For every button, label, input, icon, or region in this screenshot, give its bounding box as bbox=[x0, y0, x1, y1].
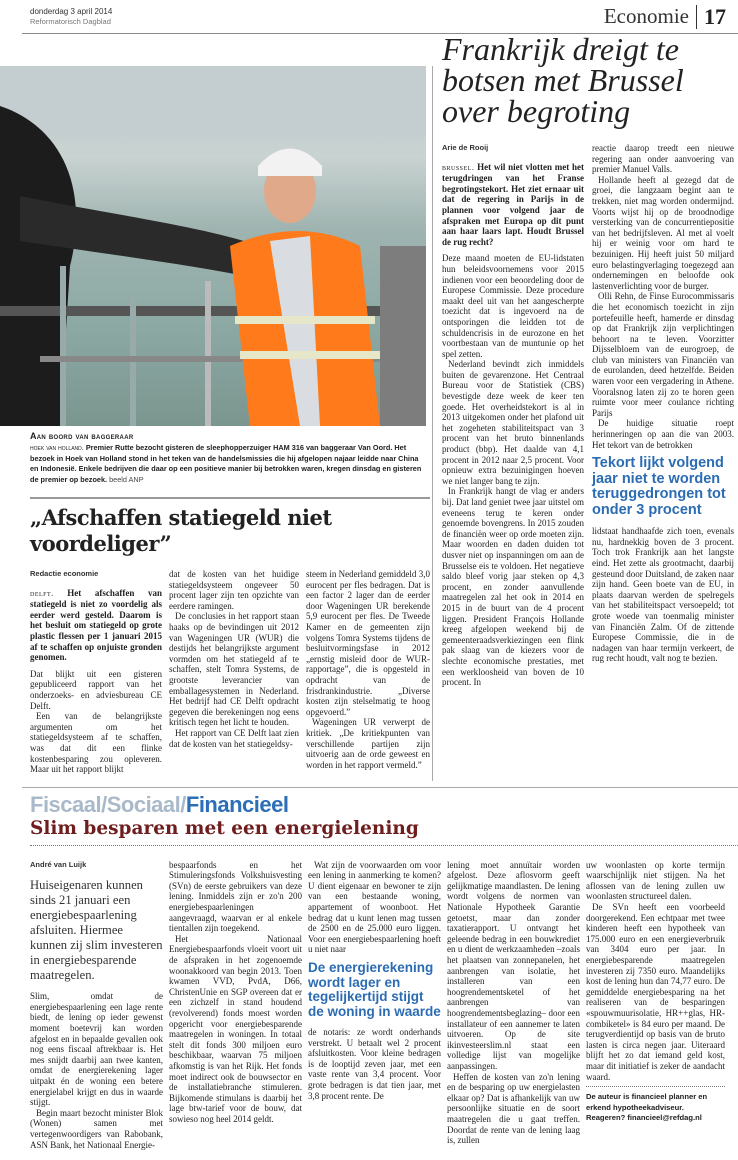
fiscaal-column-3 bbox=[308, 860, 441, 1102]
fiscaal-columns bbox=[30, 860, 738, 1151]
article-lead bbox=[30, 588, 162, 663]
paragraph: Het Nationaal Energiebespaarfonds vloeit voort uit de afspraken in het zogenoemde woonakkoord van begin 2013. Toen kwamen VVD, PvdA, D66, ChristenUnie en SGP overeen dat er een zichzelf in stand houdend (revolverend) fonds moest worden opgericht voor energiebesparende maatregelen in woningen. In totaal stelt dit fonds 300 miljoen euro beschikbaar, waarvan 75 miljoen afkomstig is van het Rijk. Het fonds moet indirect ook de bouwsector en de installatiebranche stimuleren. Bijkomende stimulans is daarbij het lage btw-tarief voor de bouw, dat sowieso nog heel 2014 geldt. bbox=[169, 933, 302, 1124]
paragraph: Begin maart bezocht minister Blok (Wonen) samen met vertegenwoordigers van Rabobank, ASN Bank, het Nationaal Energie- bbox=[30, 1107, 163, 1150]
paragraph: Dat blijkt uit een gisteren gepubliceerd rapport van het onderzoeks- en adviesbureau CE Delft. bbox=[30, 668, 162, 711]
statiegeld-column-3 bbox=[306, 569, 430, 770]
paragraph: lidstaat handhaafde zich toen, evenals nu, hardnekkig boven de 3 procent. Toch trok Frankrijk aan het langste eind. Het zette als grootmacht, daarbij gesteund door Duitsland, de zaken naar zijn hand. Geen boete van de EU, in plaats daarvan werden de spelregels van het stabiliteitspact versoepeld; tot grote woede van toenmalig minister van Financiën Zalm. Of de zittende Europese Commissie, die in de nadagen van haar termijn verkeert, de rug recht houdt, valt nog te bezien. bbox=[592, 526, 734, 664]
dotted-rule bbox=[30, 845, 738, 846]
article-headline-energielening: Slim besparen met een energielening bbox=[30, 817, 419, 839]
photo-credit: beeld ANP bbox=[109, 474, 144, 484]
fiscaal-section bbox=[22, 787, 738, 1160]
paragraph: dat de kosten van het huidige statiegeldsysteem ongeveer 50 procent lager zijn ten opzichte van eerdere ramingen. bbox=[169, 569, 299, 611]
article-lead: Huiseigenaren kunnen sinds 21 januari een energiebespaarlening afsluiten. Hiermee kunnen zij slim investeren in energiebesparende maatregelen. bbox=[30, 878, 163, 983]
news-photo-rutte-on-dredger bbox=[0, 66, 426, 426]
paragraph: Wat zijn de voorwaarden om voor een lening in aanmerking te komen? U dient eigenaar en bewoner te zijn van een bestaande woning, appartement of woonboot. Het bedrag dat u kunt lenen mag tussen de 2500 en de 25.000 euro liggen. Voor een energiebespaarlening hoeft u niet naar bbox=[308, 859, 441, 955]
paragraph: Heffen de kosten van zo'n lening en de besparing op uw energielasten elkaar op? Dat is afhankelijk van uw persoonlijke situatie en de soort maatregelen die u gaat treffen. Doordat de rente van de lening laag is, zullen bbox=[447, 1071, 580, 1146]
article-headline-statiegeld: „Afschaffen statiegeld niet voordeliger” bbox=[30, 505, 332, 556]
dateline: delft. bbox=[30, 588, 54, 598]
dateline: brussel. bbox=[442, 162, 475, 172]
paragraph: de notaris: ze wordt onderhands verstrekt. U betaalt wel 2 procent afsluitkosten. Voor kleine bedragen is de looptijd zeven jaar, met een vaste rente van 3,4 procent. Voor grote bedragen is dat tien jaar, met 3,8 procent rente. De bbox=[308, 1027, 441, 1101]
top-area bbox=[0, 31, 738, 781]
paragraph: bespaarfonds en het Stimuleringsfonds Volkshuisvesting (SVn) de eerste gebruikers van deze lening. Inmiddels zijn er zo'n 200 energiebespaarleningen aangevraagd, waarvan er al enkele tientallen zijn toegekend. bbox=[169, 859, 302, 934]
page-header bbox=[22, 0, 738, 34]
paragraph: reactie daarop treedt een nieuwe regering aan onder aanvoering van premier Manuel Valls. bbox=[592, 143, 734, 175]
statiegeld-column-2 bbox=[169, 569, 299, 749]
caption-dateline: hoek van holland. bbox=[30, 443, 84, 452]
photo-caption bbox=[30, 443, 428, 485]
article-subhead: Tekort lijkt volgend jaar niet te worden teruggedrongen tot onder 3 procent bbox=[592, 455, 726, 518]
section-name: Economie bbox=[603, 4, 689, 28]
left-area bbox=[0, 66, 433, 781]
section-title bbox=[30, 792, 738, 817]
paragraph: De SVn heeft een voorbeeld doorgerekend. Een echtpaar met twee kinderen heeft een hypotheek van 175.000 euro en een energieverbruik van 3404 euro per jaar. In energiebesparende maatregelen investeren zij 7350 euro. Maandelijks kost de lening hun dan 74,77 euro. De gemiddelde energiebesparing na het realiseren van de besparingen «spouwmuurisolatie, HR++glas, HR-combiketel» is 84 euro per maand. De terugverdientijd op basis van de bruto lasten is circa negen jaar. Uiteraard blijft het zo dat iemand geld kost, maar dit initiatief is zeker de aandacht waard. bbox=[586, 902, 725, 1082]
issue-date: donderdag 3 april 2014 bbox=[30, 7, 113, 16]
article-headline-frankrijk: Frankrijk dreigt te botsen met Brussel over begroting bbox=[442, 31, 684, 129]
lead-text: Het wil niet vlotten met het terugdringen van het Franse begrotingstekort. Het ziet ernaar uit dat de regering in Parijs in de plannen voor volgend jaar de afspraken met Europa op dit punt aan haar laars lapt. Houdt Brussel de rug recht? bbox=[442, 161, 584, 247]
fiscaal-column-1 bbox=[30, 860, 163, 1151]
fiscaal-column-2 bbox=[169, 860, 302, 1125]
fiscaal-column-5 bbox=[586, 860, 725, 1124]
paragraph: Slim, omdat de energiebespaarlening een lage rente biedt, de lening op ieder gewenst moment boetevrij kan worden afgelost en in bepaalde gevallen ook nog eens fiscaal aftrekbaar is. Het mes snijdt daarbij aan twee kanten, omdat de energierekening lager uitpakt én de woning een betere energielabel krijgt en dus in waarde stijgt. bbox=[30, 991, 163, 1108]
section-title-highlight: Financieel bbox=[185, 791, 289, 817]
paragraph: De huidige situatie roept herinneringen op aan die van 2003. Het tekort van de betrokken bbox=[592, 418, 734, 450]
section-title-part: Fiscaal/Sociaal/ bbox=[30, 791, 186, 817]
photo-illustration bbox=[0, 66, 426, 426]
section-marker bbox=[604, 4, 726, 29]
page-number: 17 bbox=[696, 5, 726, 29]
paragraph: steem in Nederland gemiddeld 3,0 eurocent per fles bedragen. Dat is een factor 2 lager dan de eerder door Wageningen UR berekende 5,9 eurocent per fles. De Tweede Kamer en de gemeenten zijn volgens Tomra Systems tijdens de besluitvormingsfase in 2012 „ernstig misleid door de WUR-rapportage”, die is opgesteld in opdracht van de frisdrankindustrie. „Diverse kosten zijn stelselmatig te hoog opgevoerd.” bbox=[306, 569, 430, 717]
paragraph: In Frankrijk hangt de vlag er anders bij. Dat land geniet twee jaar uitstel om eveneens terug te keren onder genoemde bovengrens. In 2015 zouden de financiën weer op orde moeten zijn. Maar woorden en daden duiden tot dusver niet op inspanningen om aan de Brusselse eis te voldoen. Het negatieve saldo bleef vorig jaar steken op 4,3 procent, en zonder aanvullende maatregelen zal het ook in 2014 en 2015 in de buurt van de 4 procent liggen. President François Hollande kreeg afgelopen weekend bij de gemeenteraadsverkiezingen een flink pak slaag van de kiezers voor de slechte economische prestaties, met een werkloosheid van boven de 10 procent. In bbox=[442, 486, 584, 688]
publication-name: Reformatorisch Dagblad bbox=[30, 17, 111, 26]
author-note: De auteur is financieel planner en erkend hypotheekadviseur. Reageren? financieel@refdag.nl bbox=[586, 1092, 708, 1123]
caption-text: Premier Rutte bezocht gisteren de sleephopperzuiger HAM 316 van baggeraar Van Oord. Het bezoek in Hoek van Holland stond in het teken van de handelsmissies die hij afgelopen najaar leidde naar China en Indonesië. Enkele bedrijven die daar op een positieve manier bij betrokken waren, kregen dinsdag en gisteren de premier op bezoek. bbox=[30, 443, 422, 484]
paragraph: Het rapport van CE Delft laat zien dat de kosten van het statiegeldsy- bbox=[169, 727, 299, 749]
paragraph: Wageningen UR verwerpt de kritiek. „De kritiekpunten van verschillende partijen zijn uitvoerig aan de orde geweest en worden in het rapport vermeld.” bbox=[306, 717, 430, 770]
fiscaal-column-4 bbox=[447, 860, 580, 1146]
photo-caption-title: Aan boord van baggeraar bbox=[30, 431, 134, 441]
article-lead bbox=[442, 162, 584, 248]
byline: Redactie economie bbox=[30, 569, 99, 578]
paragraph: Olli Rehn, de Finse Eurocommissaris die het economisch toezicht in zijn portefeuille heeft, hamerde er dinsdag op dat Frankrijk zijn verplichtingen behoort na te leven. Voorzitter Dijsselbloem van de eurogroep, de club van ministers van Financiën van de eurolanden, deed hetzelfde. Beiden waren voor een vergadering in Athene. Vooralsnog laten zij zo te horen geen ruimte voor meer coulance richting Parijs bbox=[592, 291, 734, 418]
byline: Arie de Rooij bbox=[442, 143, 489, 152]
article-subhead: De energierekening wordt lager en tegelijkertijd stijgt de woning in waarde bbox=[308, 960, 441, 1019]
paragraph: Nederland bevindt zich inmiddels buiten de gevarenzone. Het Centraal Bureau voor de Statistiek (CBS) bevestigde deze week de keer ten goede. Het overheidstekort is al in 2013 uitgekomen onder het plafond uit het zogeheten stabiliteitspact van 3 procent van het bruto binnenlands product (bbp). Het daalde van 4,1 procent in 2012 naar 2,5 procent. Voor opnieuw extra bezuinigingen hoeven we niet langer bang te zijn. bbox=[442, 359, 584, 486]
frankrijk-column-1 bbox=[442, 143, 584, 688]
byline: André van Luijk bbox=[30, 859, 87, 869]
paragraph: Deze maand moeten de EU-lidstaten hun beleidsvoornemens voor 2015 indienen voor een beoordeling door de Europese Commissie. Deze procedure maakt deel uit van het aangescherpte toezicht dat is ingevoerd na de ontsporingen die leidden tot de schuldencrisis in de eurozone en het voortbestaan van de muntunie op het spel zetten. bbox=[442, 253, 584, 359]
article-rule bbox=[30, 497, 430, 499]
paragraph: De conclusies in het rapport staan haaks op de bevindingen uit 2012 van Wageningen UR (WUR) die destijds het belangrijkste argument vormden om het statiegeld af te schaffen, stelt Tomra Systems, de grootste leverancier van emballagesystemen in Nederland. Het bedrijf had CE Delft opdracht gegeven die berekeningen nog eens kritisch tegen het licht te houden. bbox=[169, 611, 299, 728]
paragraph: Hollande heeft al gezegd dat de groei, die langzaam begint aan te trekken, niet mag worden ondermijnd. Voorts wijst hij op de broodnodige versterking van de concurrentiepositie van het bedrijfsleven. Al met al voelt hij er weinig voor om hard te bezuinigen. Hij heeft juist 50 miljard euro belastingverlaging toegezegd aan ondernemingen en beloofde ook lastenverlichting voor de burger. bbox=[592, 174, 734, 291]
paragraph: uw woonlasten op korte termijn waarschijnlijk niet stijgen. Na het aflossen van de lening zullen uw woonlasten structureel dalen. bbox=[586, 859, 725, 902]
statiegeld-columns bbox=[0, 569, 432, 775]
frankrijk-columns bbox=[442, 143, 734, 688]
lead-text: Het afschaffen van statiegeld is niet zo voordelig als eerder werd gesteld. Daarom is het besluit om statiegeld op grote plastic flessen per 1 januari 2015 af te schaffen op onjuiste gronden genomen. bbox=[30, 587, 162, 663]
paragraph: lening moet annuïtair worden afgelost. Deze aflosvorm geeft gelijkmatige maandlasten. De lening wordt volgens de normen van Nationale Hypotheek Garantie getoetst, maar dan zonder taxatierapport. U ontvangt het geleende bedrag in een bouwkrediet en u dient de werkzaamheden –zoals het plaatsen van zonnepanelen, het aanbrengen van isolatie, het installeren van een hoogrendementsketel of het aanbrengen van hoogrendementsbeglazing– door een installateur of een aannemer te laten uitvoeren. Op de site ikinvesteerslim.nl staat een volledige lijst van mogelijke aanpassingen. bbox=[447, 859, 580, 1071]
frankrijk-column-2 bbox=[592, 143, 734, 664]
dotted-rule bbox=[586, 1086, 725, 1087]
statiegeld-column-1 bbox=[30, 569, 162, 775]
right-area bbox=[433, 31, 738, 688]
paragraph: Een van de belangrijkste argumenten om het statiegeldsysteem af te schaffen, was dat dit een flinke kostenbesparing zou opleveren. Maar uit het rapport blijkt bbox=[30, 711, 162, 775]
photo-caption-block bbox=[0, 426, 432, 485]
